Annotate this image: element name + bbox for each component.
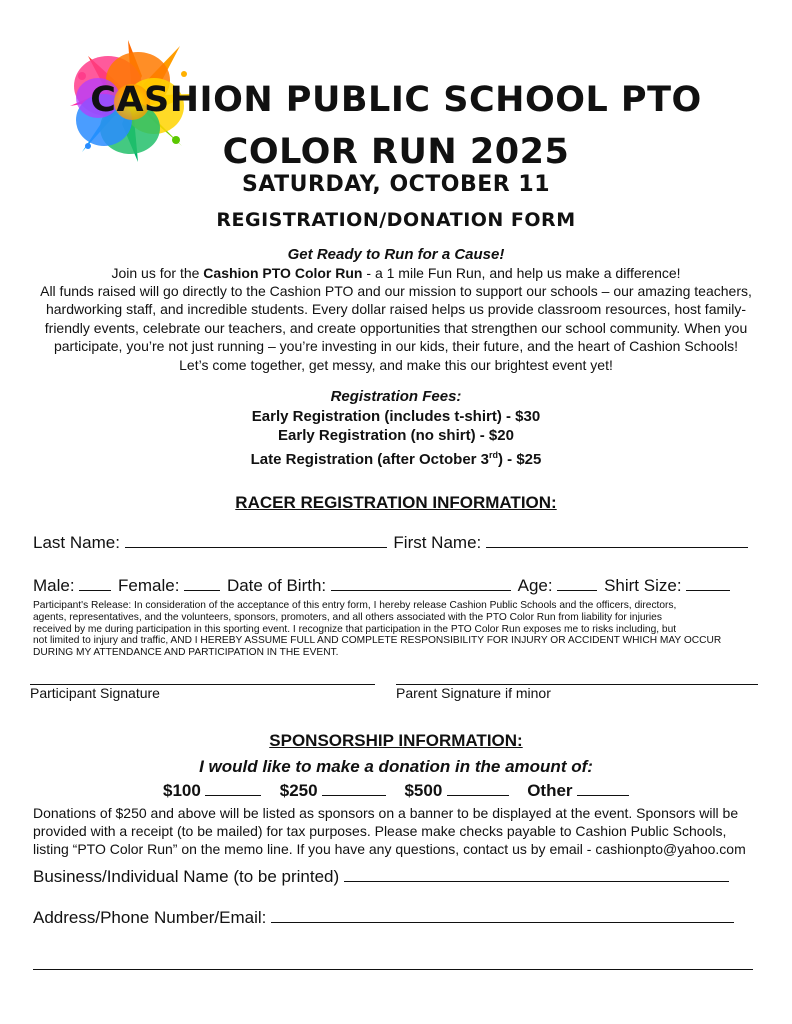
male-field[interactable] [79, 590, 111, 591]
fee-late-prefix: Late Registration (after October 3 [250, 450, 490, 468]
business-name-row [33, 867, 729, 887]
fee-late-sup: rd [489, 449, 499, 460]
release-line: DURING MY ATTENDANCE AND PARTICIPATION IN THE EVENT. [33, 647, 339, 659]
age-label: Age: [517, 576, 553, 595]
join-line [0, 264, 792, 283]
fee-late [0, 446, 792, 470]
sponsorship-note-line: Donations of $250 and above will be listed as sponsors on a banner to be displayed at the event. Sponsors will be [33, 805, 739, 821]
business-name-label: Business/Individual Name (to be printed) [33, 867, 340, 886]
age-field[interactable] [557, 590, 597, 591]
intro-line: participate, you’re not just running – you’re investing in our kids, their future, and the heart of Cashion Schools! [53, 338, 739, 355]
fees-block [0, 387, 792, 469]
fee-early-no-shirt: Early Registration (no shirt) - $20 [278, 427, 514, 444]
female-label: Female: [118, 576, 180, 595]
amount-100-field[interactable] [205, 795, 261, 796]
sponsorship-note-line: listing “PTO Color Run” on the memo line. If you have any questions, contact us by email - cashionpto@yahoo.com [33, 841, 746, 858]
amount-other-field[interactable] [577, 795, 629, 796]
parent-signature-label: Parent Signature if minor [396, 685, 551, 701]
release-line: agents, representatives, and the volunteers, sponsors, promoters, and all others associated with the PTO Color Run from liability for injuries [33, 611, 662, 623]
business-name-field[interactable] [344, 881, 729, 882]
intro-line: hardworking staff, and incredible students. Every dollar raised helps us provide classroom resources, host family- [45, 301, 747, 318]
intro-paragraph [0, 282, 792, 374]
amount-500-field[interactable] [447, 795, 509, 796]
shirt-size-label: Shirt Size: [604, 576, 682, 595]
release-line: received by me during participation in this sporting event. I recognize that participation in the PTO Color Run exposes me to risks including, but [33, 623, 677, 635]
amount-500-label: $500 [404, 781, 443, 800]
male-label: Male: [33, 576, 75, 595]
sponsorship-notes [33, 804, 746, 859]
donation-amounts [0, 781, 792, 801]
racer-heading: RACER REGISTRATION INFORMATION: [235, 493, 557, 512]
name-row [33, 533, 748, 553]
address-extra-line[interactable] [33, 969, 753, 970]
form-title: REGISTRATION/DONATION FORM [216, 209, 576, 231]
address-field[interactable] [271, 922, 734, 923]
donation-prompt: I would like to make a donation in the amount of: [199, 757, 593, 776]
amount-100-label: $100 [163, 781, 201, 800]
title-line-1: CASHION PUBLIC SCHOOL PTO [90, 80, 702, 120]
last-name-field[interactable] [125, 547, 387, 548]
first-name-label: First Name: [393, 533, 482, 552]
release-line: not limited to injury and traffic, AND I HEREBY ASSUME FULL AND COMPLETE RESPONSIBILITY FOR INJURY OR ACCIDENT WHICH MAY OCCUR [33, 635, 722, 647]
first-name-field[interactable] [486, 547, 748, 548]
event-date: SATURDAY, OCTOBER 11 [241, 172, 551, 197]
dob-label: Date of Birth: [226, 576, 327, 595]
details-row [33, 576, 730, 596]
title-line-2: COLOR RUN 2025 [222, 132, 570, 172]
fee-late-suffix: ) - $25 [498, 450, 542, 468]
event-name: Cashion PTO Color Run [203, 265, 363, 281]
amount-250-label: $250 [279, 781, 318, 800]
tagline: Get Ready to Run for a Cause! [287, 246, 505, 263]
amount-250-field[interactable] [322, 795, 386, 796]
release-line: Participant's Release: In consideration of the acceptance of this entry form, I hereby release Cashion Public Schools and the officers, directors, [33, 600, 677, 611]
fee-early-shirt: Early Registration (includes t-shirt) - $30 [251, 407, 541, 425]
join-prefix: Join us for the [111, 265, 204, 281]
join-suffix: - a 1 mile Fun Run, and help us make a difference! [362, 265, 681, 281]
sponsorship-note-line: provided with a receipt (to be mailed) for tax purposes. Please make checks payable to Cashion Public Schools, [33, 823, 727, 840]
participant-release [33, 600, 763, 659]
fees-heading: Registration Fees: [330, 388, 462, 405]
shirt-size-field[interactable] [686, 590, 730, 591]
female-field[interactable] [184, 590, 220, 591]
intro-line: All funds raised will go directly to the Cashion PTO and our mission to support our schools – our amazing teachers, [40, 283, 752, 299]
intro-line: friendly events, celebrate our teachers, and create opportunities that strengthen our school community. When you [44, 319, 748, 336]
participant-signature-label: Participant Signature [30, 685, 160, 701]
amount-other-label: Other [527, 781, 573, 800]
address-label: Address/Phone Number/Email: [33, 908, 267, 927]
dob-field[interactable] [331, 590, 511, 591]
sponsorship-heading: SPONSORSHIP INFORMATION: [269, 731, 523, 750]
last-name-label: Last Name: [33, 533, 120, 552]
intro-line: Let’s come together, get messy, and make this our brightest event yet! [179, 356, 613, 373]
address-row [33, 908, 734, 928]
